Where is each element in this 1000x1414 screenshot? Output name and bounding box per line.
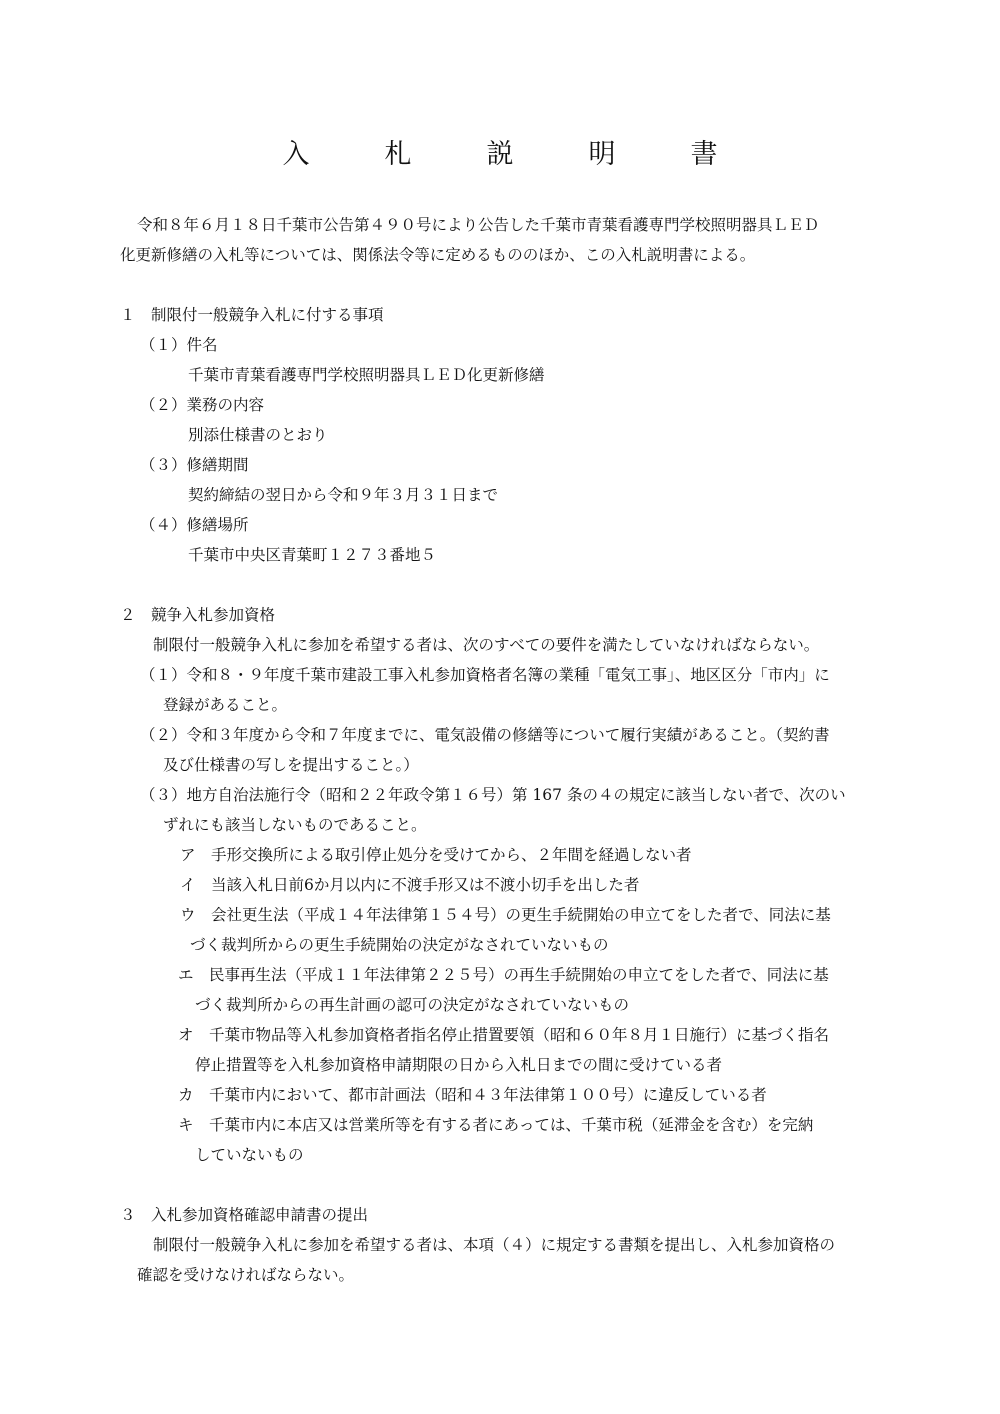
section3-heading: ３ 入札参加資格確認申請書の提出 — [120, 1206, 369, 1224]
sub-item-ka: カ 千葉市内において、都市計画法（昭和４３年法律第１００号）に違反している者 — [178, 1086, 767, 1104]
title-char: 入 — [282, 139, 310, 170]
sub-item-a: ア 手形交換所による取引停止処分を受けてから、２年間を経過しない者 — [180, 846, 692, 864]
item-label-name: （１）件名 — [140, 336, 218, 354]
section2-heading: ２ 競争入札参加資格 — [120, 606, 276, 624]
item-value-name: 千葉市青葉看護専門学校照明器具ＬＥＤ化更新修繕 — [188, 366, 545, 384]
section2-item3-line2: ずれにも該当しないものであること。 — [163, 816, 427, 834]
sub-item-ki-line2: していないもの — [195, 1146, 304, 1164]
section2-item1-line2: 登録があること。 — [163, 696, 288, 714]
item-value-place: 千葉市中央区青葉町１２７３番地５ — [188, 546, 437, 564]
item-label-period: （３）修繕期間 — [140, 456, 249, 474]
title-char: 札 — [384, 139, 412, 170]
document-title — [0, 132, 1000, 171]
sub-item-o-line1: オ 千葉市物品等入札参加資格者指名停止措置要領（昭和６０年８月１日施行）に基づく指名 — [178, 1026, 830, 1044]
item-label-content: （２）業務の内容 — [140, 396, 265, 414]
section1-heading: １ 制限付一般競争入札に付する事項 — [120, 306, 384, 324]
section2-item1-line1: （１）令和８・９年度千葉市建設工事入札参加資格者名簿の業種「電気工事」、地区区分「市内」に — [140, 666, 830, 684]
sub-item-o-line2: 停止措置等を入札参加資格申請期限の日から入札日までの間に受けている者 — [195, 1056, 723, 1074]
intro-line-2: 化更新修繕の入札等については、関係法令等に定めるもののほか、この入札説明書による。 — [120, 246, 756, 264]
intro-line-1: 令和８年６月１８日千葉市公告第４９０号により公告した千葉市青葉看護専門学校照明器具ＬＥＤ — [137, 216, 820, 234]
section2-lead: 制限付一般競争入札に参加を希望する者は、次のすべての要件を満たしていなければならない。 — [153, 636, 820, 654]
sub-item-e-line2: づく裁判所からの再生計画の認可の決定がなされていないもの — [195, 996, 630, 1014]
item-value-content: 別添仕様書のとおり — [188, 426, 328, 444]
section2-item2-line1: （２）令和３年度から令和７年度までに、電気設備の修繕等について履行実績があること。（契約書 — [140, 726, 830, 744]
section2-item2-line2: 及び仕様書の写しを提出すること。） — [163, 756, 419, 774]
title-char: 明 — [588, 139, 616, 170]
section3-line1: 制限付一般競争入札に参加を希望する者は、本項（４）に規定する書類を提出し、入札参加資格の — [153, 1236, 836, 1254]
sub-item-i: イ 当該入札日前6か月以内に不渡手形又は不渡小切手を出した者 — [180, 876, 640, 894]
sub-item-u-line2: づく裁判所からの更生手続開始の決定がなされていないもの — [190, 936, 609, 954]
title-char: 書 — [690, 139, 718, 170]
sub-item-ki-line1: キ 千葉市内に本店又は営業所等を有する者にあっては、千葉市税（延滞金を含む）を完納 — [178, 1116, 814, 1134]
sub-item-e-line1: エ 民事再生法（平成１１年法律第２２５号）の再生手続開始の申立てをした者で、同法に基 — [178, 966, 829, 984]
section3-line2: 確認を受けなければならない。 — [137, 1266, 355, 1284]
section2-item3-line1: （３）地方自治法施行令（昭和２２年政令第１６号）第 167 条の４の規定に該当しない者で、次のい — [140, 786, 846, 804]
item-label-place: （４）修繕場所 — [140, 516, 249, 534]
title-char: 説 — [486, 139, 514, 170]
item-value-period: 契約締結の翌日から令和９年３月３１日まで — [188, 486, 499, 504]
sub-item-u-line1: ウ 会社更生法（平成１４年法律第１５４号）の更生手続開始の申立てをした者で、同法に基 — [180, 906, 831, 924]
